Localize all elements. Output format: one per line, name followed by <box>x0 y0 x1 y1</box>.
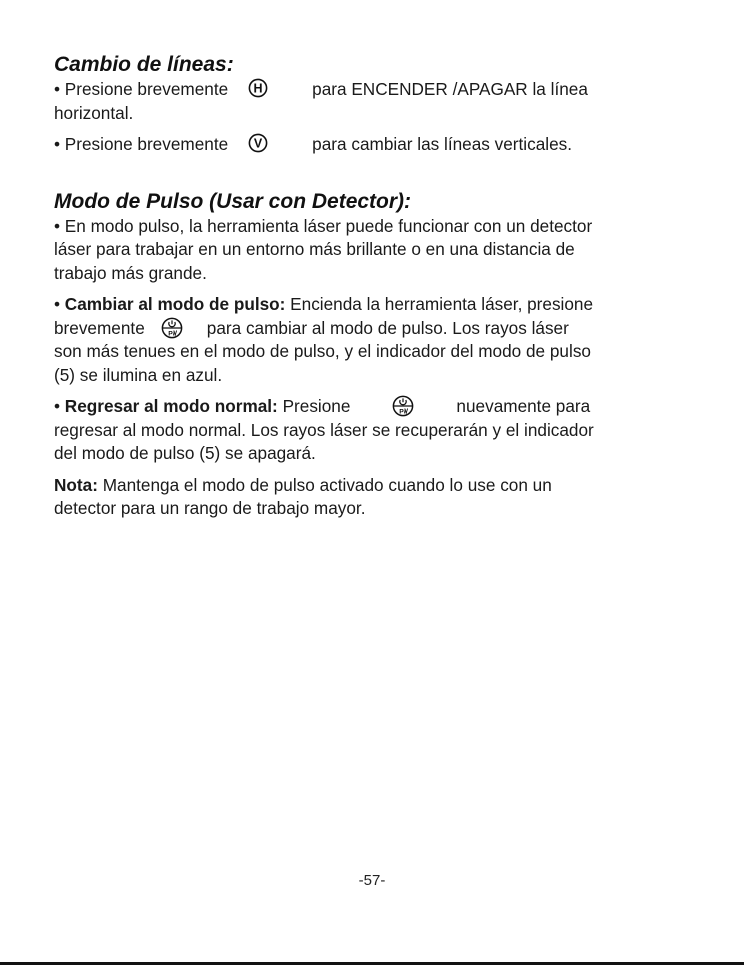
bold-label: Nota: <box>54 474 98 495</box>
power-pulse-button-icon <box>392 395 412 415</box>
svg-text:V: V <box>254 136 263 151</box>
line-change-item-horizontal <box>54 78 664 125</box>
manual-page <box>54 52 664 521</box>
pulse-mode-note: Nota: Mantenga el modo de pulso activado cuando lo use con un detector para un rango de trabajo mayor. <box>54 474 552 518</box>
bold-label: Regresar al modo normal: <box>64 396 278 416</box>
item-text: para cambiar las líneas verticales. <box>312 134 573 154</box>
pulse-mode-switch-on: • Cambiar al modo de pulso: Encienda la herramienta láser, presione brevemente P/ para cambiar al modo de pulso. Los rayos láser son más tenues en el modo de pulso, y el indicador del modo de pulso (5) se ilumina en azul. <box>54 294 594 385</box>
h-button-icon <box>248 78 268 98</box>
svg-text:H: H <box>253 81 263 96</box>
item-text: • Presione brevemente <box>54 79 229 99</box>
v-button-icon <box>248 133 268 153</box>
item-text: para ENCENDER /APAGAR la línea <box>312 79 588 99</box>
section-title-pulse-mode: Modo de Pulso (Usar con Detector): <box>54 189 412 213</box>
power-pulse-button-icon <box>161 317 181 337</box>
page-number: -57- <box>358 872 386 889</box>
section-title-line-change: Cambio de líneas: <box>54 53 234 76</box>
bold-label: Cambiar al modo de pulso: <box>64 294 286 314</box>
svg-text:P/: P/ <box>399 408 407 416</box>
line-change-item-vertical <box>54 133 664 157</box>
svg-text:P/: P/ <box>168 329 175 337</box>
item-text: horizontal. <box>54 102 134 123</box>
pulse-mode-switch-off: • Regresar al modo normal: Presione P/ nuevamente para regresar al modo normal. Los rayos láser se recuperarán y el indicador del modo de pulso (5) se apagará. <box>54 396 594 463</box>
pulse-mode-intro: • En modo pulso, la herramienta láser puede funcionar con un detector láser para trabajar en un entorno más brillante o en una distancia de trabajo más grande. <box>54 215 593 283</box>
item-text: • Presione brevemente <box>54 134 229 154</box>
